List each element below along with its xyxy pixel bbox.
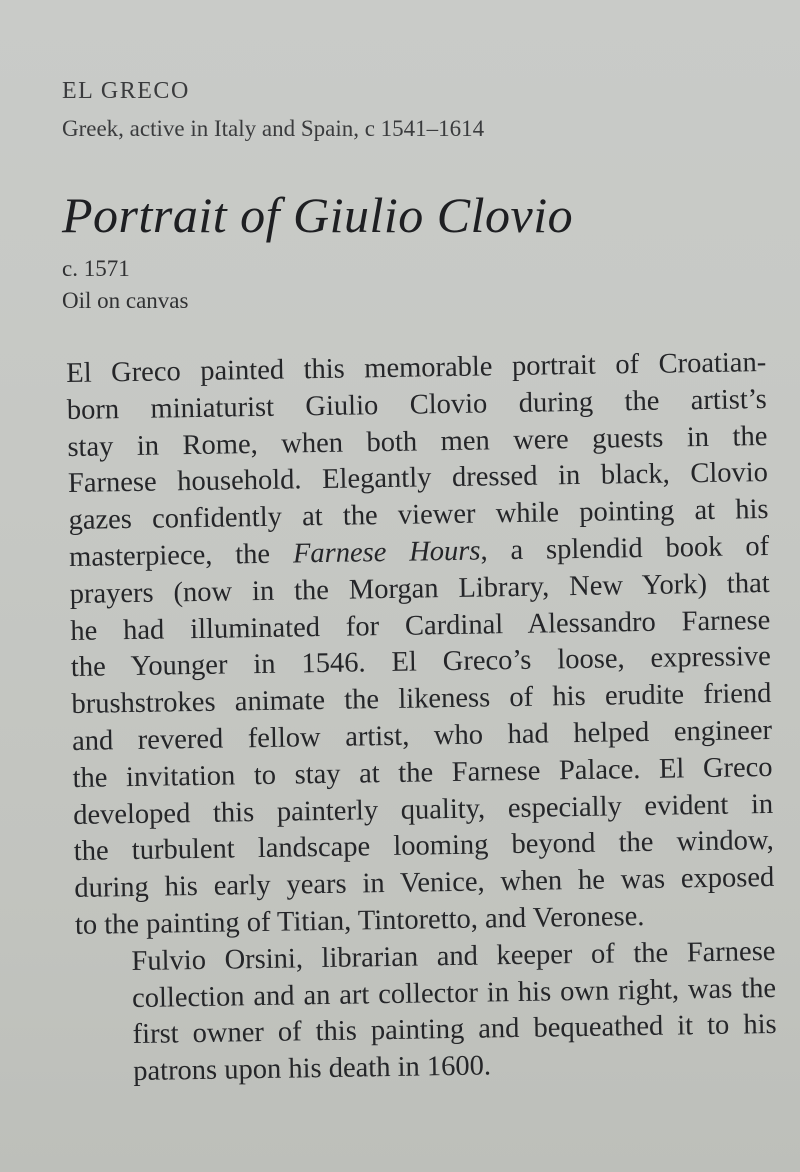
text-line: stay in Rome, when both men were guests in the	[67, 420, 768, 463]
text-line: born miniaturist Giulio Clovio during the artist’s	[66, 383, 768, 426]
text-line: the turbulent landscape looming beyond the window,	[73, 825, 774, 868]
italic-book-title: Farnese Hours	[292, 535, 481, 570]
text-line: Farnese household. Elegantly dressed in black, Clovio	[67, 457, 769, 500]
text-line: to the painting of Titian, Tintoretto, and Veronese.	[74, 900, 645, 941]
artwork-date: c. 1571	[62, 256, 130, 281]
text-line: Fulvio Orsini, librarian and keeper of the Farnese	[131, 935, 776, 977]
text-line: patrons upon his death in 1600.	[133, 1050, 492, 1088]
text-line: he had illuminated for Cardinal Alessandro Farnese	[70, 604, 771, 647]
text-line: prayers (now in the Morgan Library, New York) that	[69, 567, 770, 610]
artwork-medium: Oil on canvas	[62, 288, 189, 313]
description-paragraph-2	[75, 934, 777, 1092]
text-line: first owner of this painting and bequeathed it to his	[132, 1009, 777, 1051]
description-text	[66, 345, 777, 1092]
text-line: and revered fellow artist, who had helped engineer	[71, 714, 773, 757]
text-line: developed this painterly quality, especially evident in	[72, 788, 774, 831]
artist-nationality-dates: Greek, active in Italy and Spain, c 1541–1614	[62, 116, 485, 141]
text-line: the invitation to stay at the Farnese Palace. El Greco	[72, 751, 773, 794]
text-line: El Greco painted this memorable portrait of Croatian-	[66, 347, 767, 389]
text-segment: , a splendid book of	[480, 530, 770, 567]
text-line: collection and an art collector in his own right, was the	[131, 972, 777, 1014]
text-line: brushstrokes animate the likeness of his erudite friend	[71, 678, 772, 721]
artist-name: EL GRECO	[62, 78, 190, 104]
text-segment: masterpiece, the	[68, 538, 294, 573]
text-line: gazes confidently at the viewer while pointing at his	[68, 494, 769, 537]
description-paragraph-1	[66, 345, 775, 945]
text-line: the Younger in 1546. El Greco’s loose, expressive	[70, 641, 772, 684]
artwork-title: Portrait of Giulio Clovio	[62, 187, 574, 243]
text-line: during his early years in Venice, when he was exposed	[74, 862, 775, 905]
